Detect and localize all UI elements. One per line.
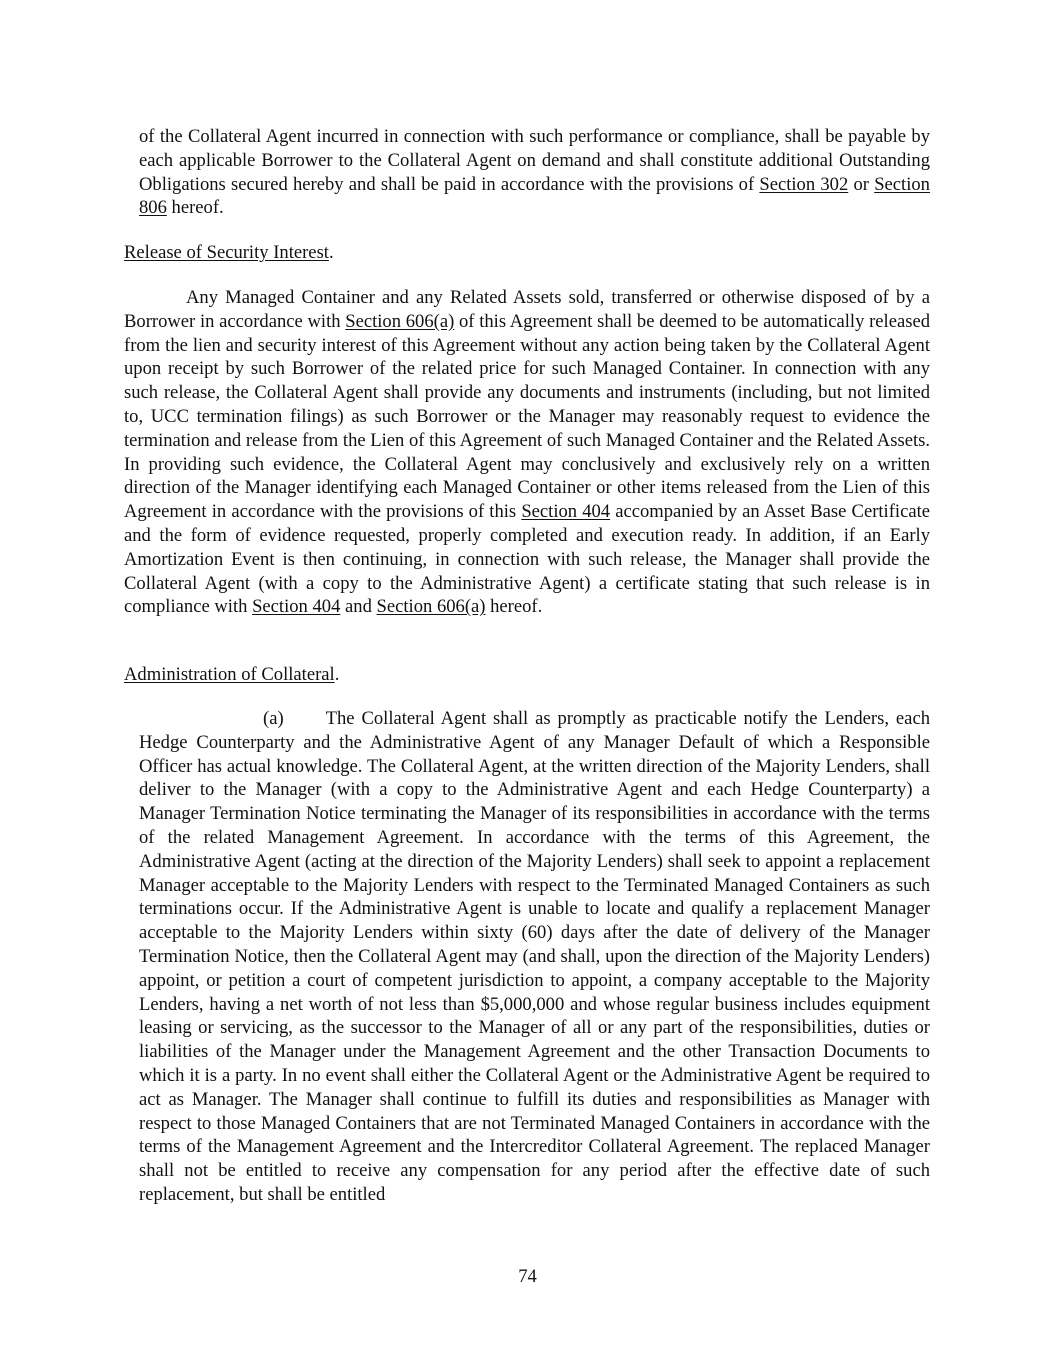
section-reference: Section 302 bbox=[759, 173, 849, 195]
section-reference: Section 606(a) bbox=[376, 596, 486, 618]
paragraph-text: Any Managed Container and any Related Assets sold, transferred or otherwise disposed of by a Borrower in accordance with bbox=[124, 287, 930, 332]
item-label: (a) bbox=[263, 708, 284, 729]
section-reference: Section 404 bbox=[252, 596, 341, 618]
heading-text: Administration of Collateral bbox=[124, 664, 335, 685]
paragraph-text: The Collateral Agent shall as promptly as practicable notify the Lenders, each Hedge Counterparty and the Administrative Agent of any Manager Default of which a Responsible Officer has actual knowledge. The Collateral Agent, at the written direction of the Majority Lenders, shall deliver to the Manager (with a copy to the Administrative Agent and each Hedge Counterparty) a Manager Termination Notice terminating the Manager of its responsibilities in accordance with the terms of the related Management Agreement. In accordance with the terms of this Agreement, the Administrative Agent (acting at the direction of the Majority Lenders) shall seek to appoint a replacement Manager acceptable to the Majority Lenders with respect to the Terminated Managed Containers as such terminations occur. If the Administrative Agent is unable to locate and qualify a replacement Manager acceptable to the Majority Lenders within sixty (60) days after the date of delivery of the Manager Termination Notice, then the Collateral Agent may (and shall, upon the direction of the Majority Lenders) appoint, or petition a court of competent jurisdiction to appoint, a company acceptable to the Majority Lenders, having a net worth of not less than $5,000,000 and whose regular business includes equipment leasing or servicing, as the successor to the Manager of all or any part of the responsibilities, duties or liabilities of the Manager under the Management Agreement and the other Transaction Documents to which it is a party. In no event shall either the Collateral Agent or the Administrative Agent be required to act as Manager. The Manager shall continue to fulfill its duties and responsibilities as Manager with respect to those Managed Containers that are not Terminated Managed Containers in accordance with the terms of the Management Agreement and the Intercreditor Collateral Agreement. The replaced Manager shall not be entitled to receive any compensation for any period after the effective date of such replacement, but shall be entitled bbox=[139, 708, 930, 1205]
heading-text: Release of Security Interest bbox=[124, 242, 329, 263]
page-number: 74 bbox=[518, 1266, 537, 1287]
paragraph-text: or bbox=[848, 173, 875, 195]
paragraph-text: hereof. bbox=[485, 596, 543, 618]
section-reference: Section 404 bbox=[521, 501, 611, 523]
section-reference: Section 806 bbox=[139, 173, 930, 219]
paragraph-text: and bbox=[340, 596, 377, 618]
heading-punctuation: . bbox=[328, 242, 334, 263]
paragraph-text: of the Collateral Agent incurred in connection with such performance or compliance, shall be payable by each applicable Borrower to the Collateral Agent on demand and shall constitute additional Outstanding Obligations secured hereby and shall be paid in accordance with the provisions of bbox=[139, 126, 930, 195]
section-reference: Section 606(a) bbox=[345, 310, 455, 332]
administration-section-heading bbox=[124, 663, 339, 687]
paragraph-text: hereof. bbox=[166, 197, 224, 219]
release-paragraph bbox=[124, 286, 930, 619]
heading-punctuation: . bbox=[334, 664, 340, 685]
paragraph-text: of this Agreement shall be deemed to be automatically released from the lien and security interest of this Agreement without any action being taken by the Collateral Agent upon receipt by such Borrower of the related price for such Managed Container. In connection with any such release, the Collateral Agent shall provide any documents and instruments (including, but not limited to, UCC termination filings) as such Borrower or the Manager may reasonably request to evidence the termination and release from the Lien of this Agreement of such Managed Container and the Related Assets. In providing such evidence, the Collateral Agent may conclusively and exclusively rely on a written direction of the Manager identifying each Managed Container or other items released from the Lien of this Agreement in accordance with the provisions of this bbox=[124, 310, 931, 523]
administration-paragraph-a bbox=[139, 707, 930, 1207]
continuation-paragraph bbox=[139, 125, 930, 220]
paragraph-text: accompanied by an Asset Base Certificate and the form of evidence requested, properly completed and execution ready. In addition, if an Early Amortization Event is then continuing, in connection with such release, the Manager shall provide the Collateral Agent (with a copy to the Administrative Agent) a certificate stating that such release is in compliance with bbox=[124, 501, 931, 618]
release-section-heading bbox=[124, 241, 334, 265]
